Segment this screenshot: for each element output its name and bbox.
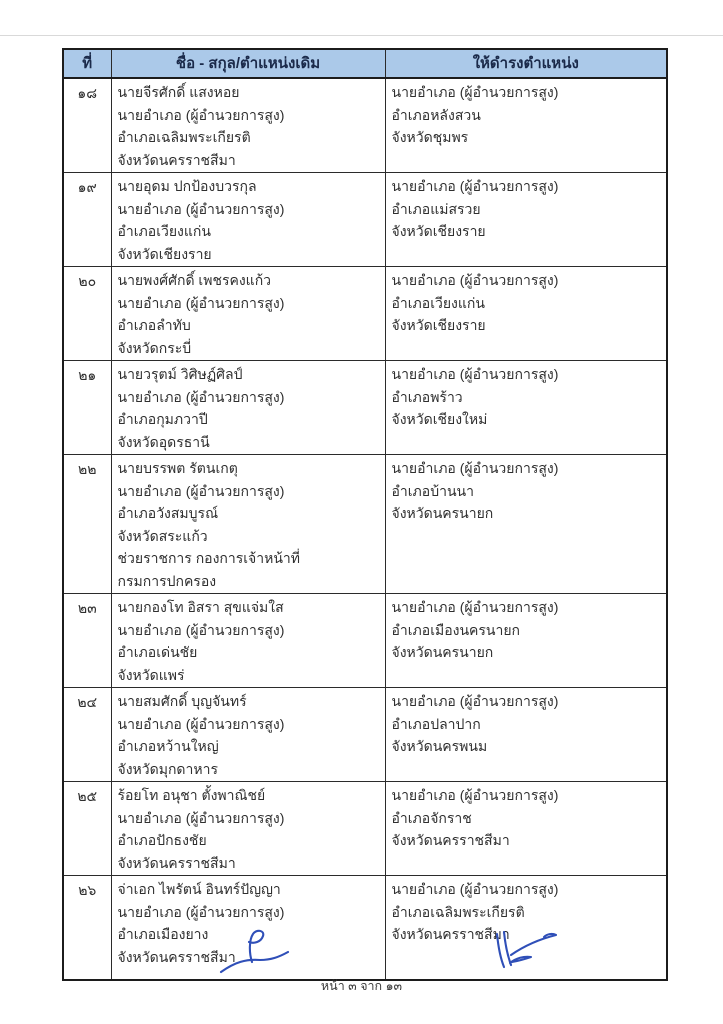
row-number: ๒๕ — [63, 782, 111, 876]
scan-artifact-line — [0, 35, 723, 36]
text-line: นายอำเภอ (ผู้อำนวยการสูง) — [117, 106, 285, 123]
text-line: นายบรรพต รัตนเกตุ — [117, 460, 238, 476]
text-line: กรมการปกครอง — [117, 572, 217, 589]
text-line: จังหวัดนครราชสีมา — [117, 948, 236, 965]
text-line: ช่วยราชการ กองการเจ้าหน้าที่ — [117, 550, 301, 566]
text-line: อำเภอเวียงแก่น — [391, 294, 485, 311]
cell-name-former-position — [111, 782, 385, 876]
text-line: นายอำเภอ (ผู้อำนวยการสูง) — [391, 460, 559, 476]
cell-new-position — [385, 876, 667, 980]
col-header-name-former-position: ชื่อ - สกุล/ตำแหน่งเดิม — [111, 49, 385, 78]
officials-transfer-table — [62, 48, 668, 981]
text-line: อำเภอจักราช — [391, 809, 472, 826]
cell-name-former-position — [111, 361, 385, 455]
text-line: จังหวัดนครนายก — [391, 644, 494, 660]
text-line: นายอำเภอ (ผู้อำนวยการสูง) — [391, 787, 559, 803]
text-line: นายอำเภอ (ผู้อำนวยการสูง) — [391, 881, 559, 897]
table-row — [63, 688, 667, 782]
table-row — [63, 361, 667, 455]
table-row — [63, 594, 667, 688]
col-header-new-position: ให้ดำรงตำแหน่ง — [385, 49, 667, 78]
text-line: นายกองโท อิสรา สุขแจ่มใส — [117, 599, 284, 615]
text-line: นายอุดม ปกป้องบวรกุล — [117, 178, 257, 194]
text-line: อำเภอเมืองนครนายก — [391, 621, 521, 638]
table-header — [63, 49, 667, 78]
text-line: นายอำเภอ (ผู้อำนวยการสูง) — [117, 715, 285, 732]
text-line: อำเภอลำทับ — [117, 317, 191, 333]
text-line: อำเภอเฉลิมพระเกียรติ — [391, 903, 525, 920]
text-line: อำเภอพร้าว — [391, 388, 463, 405]
text-line: จังหวัดนครราชสีมา — [391, 832, 510, 848]
text-line: อำเภอเวียงแก่น — [117, 223, 211, 239]
text-line: อำเภอปลาปาก — [391, 715, 481, 732]
text-line: นายอำเภอ (ผู้อำนวยการสูง) — [117, 621, 285, 638]
text-line: อำเภอหลังสวน — [391, 106, 481, 123]
cell-name-former-position — [111, 594, 385, 688]
text-line: จ่าเอก ไพรัตน์ อินทร์ปัญญา — [117, 881, 281, 897]
cell-new-position — [385, 455, 667, 594]
text-line: นายอำเภอ (ผู้อำนวยการสูง) — [117, 809, 285, 826]
table-header-row — [63, 49, 667, 78]
text-line: นายอำเภอ (ผู้อำนวยการสูง) — [391, 366, 559, 382]
cell-new-position — [385, 782, 667, 876]
row-number: ๑๘ — [63, 78, 111, 173]
text-line: นายวรุตม์ วิศิษฏ์ศิลป์ — [117, 366, 243, 382]
table-row — [63, 876, 667, 980]
cell-name-former-position — [111, 267, 385, 361]
text-line: นายอำเภอ (ผู้อำนวยการสูง) — [117, 294, 285, 311]
text-line: อำเภอแม่สรวย — [391, 200, 481, 217]
text-line: นายอำเภอ (ผู้อำนวยการสูง) — [391, 599, 559, 615]
text-line: ร้อยโท อนุชา ตั้งพาณิชย์ — [117, 787, 266, 803]
cell-new-position — [385, 361, 667, 455]
text-line: อำเภอปักธงชัย — [117, 832, 207, 848]
text-line: จังหวัดเชียงราย — [117, 245, 212, 262]
text-line: จังหวัดนครพนม — [391, 738, 488, 754]
text-line: นายพงศ์ศักดิ์ เพชรคงแก้ว — [117, 272, 272, 288]
text-line: จังหวัดนครราชสีมา — [391, 926, 510, 942]
text-line: อำเภอหว้านใหญ่ — [117, 738, 219, 754]
row-number: ๒๑ — [63, 361, 111, 455]
text-line: จังหวัดนครราชสีมา — [117, 854, 236, 871]
text-line: จังหวัดนครราชสีมา — [117, 151, 236, 168]
cell-name-former-position — [111, 688, 385, 782]
row-number: ๒๒ — [63, 455, 111, 594]
cell-new-position — [385, 173, 667, 267]
text-line: อำเภอเด่นชัย — [117, 644, 198, 660]
text-line: จังหวัดกระบี่ — [117, 339, 192, 356]
cell-name-former-position — [111, 78, 385, 173]
row-number: ๒๖ — [63, 876, 111, 980]
table-row — [63, 782, 667, 876]
cell-name-former-position — [111, 173, 385, 267]
cell-new-position — [385, 78, 667, 173]
text-line: อำเภอกุมภวาปี — [117, 411, 208, 427]
col-header-number: ที่ — [63, 49, 111, 78]
table-row — [63, 455, 667, 594]
text-line: อำเภอบ้านนา — [391, 482, 474, 499]
row-number: ๒๔ — [63, 688, 111, 782]
cell-new-position — [385, 688, 667, 782]
text-line: อำเภอเมืองยาง — [117, 926, 209, 942]
text-line: จังหวัดแพร่ — [117, 666, 185, 683]
table-row — [63, 267, 667, 361]
text-line: อำเภอวังสมบูรณ์ — [117, 505, 219, 521]
table-body — [63, 78, 667, 980]
text-line: นายอำเภอ (ผู้อำนวยการสูง) — [117, 482, 285, 499]
text-line: จังหวัดเชียงราย — [391, 223, 486, 239]
cell-new-position — [385, 594, 667, 688]
table-row — [63, 173, 667, 267]
cell-name-former-position — [111, 455, 385, 594]
text-line: นายอำเภอ (ผู้อำนวยการสูง) — [117, 903, 285, 920]
text-line: จังหวัดเชียงใหม่ — [391, 411, 488, 427]
row-number: ๒๐ — [63, 267, 111, 361]
row-number: ๑๙ — [63, 173, 111, 267]
text-line: นายอำเภอ (ผู้อำนวยการสูง) — [117, 388, 285, 405]
text-line: จังหวัดเชียงราย — [391, 317, 486, 333]
text-line: จังหวัดมุกดาหาร — [117, 760, 218, 777]
text-line: จังหวัดอุดรธานี — [117, 433, 210, 450]
text-line: นายอำเภอ (ผู้อำนวยการสูง) — [117, 200, 285, 217]
row-number: ๒๓ — [63, 594, 111, 688]
text-line: จังหวัดชุมพร — [391, 129, 469, 145]
text-line: อำเภอเฉลิมพระเกียรติ — [117, 129, 251, 145]
text-line: จังหวัดนครนายก — [391, 505, 494, 521]
text-line: จังหวัดสระแก้ว — [117, 527, 208, 544]
cell-new-position — [385, 267, 667, 361]
page-number: หน้า ๓ จาก ๑๓ — [320, 979, 403, 993]
table-row — [63, 78, 667, 173]
text-line: นายอำเภอ (ผู้อำนวยการสูง) — [391, 178, 559, 194]
text-line: นายสมศักดิ์ บุญจันทร์ — [117, 693, 247, 709]
cell-name-former-position — [111, 876, 385, 980]
text-line: นายอำเภอ (ผู้อำนวยการสูง) — [391, 693, 559, 709]
text-line: นายจีรศักดิ์ แสงหอย — [117, 84, 240, 100]
text-line: นายอำเภอ (ผู้อำนวยการสูง) — [391, 84, 559, 100]
text-line: นายอำเภอ (ผู้อำนวยการสูง) — [391, 272, 559, 288]
